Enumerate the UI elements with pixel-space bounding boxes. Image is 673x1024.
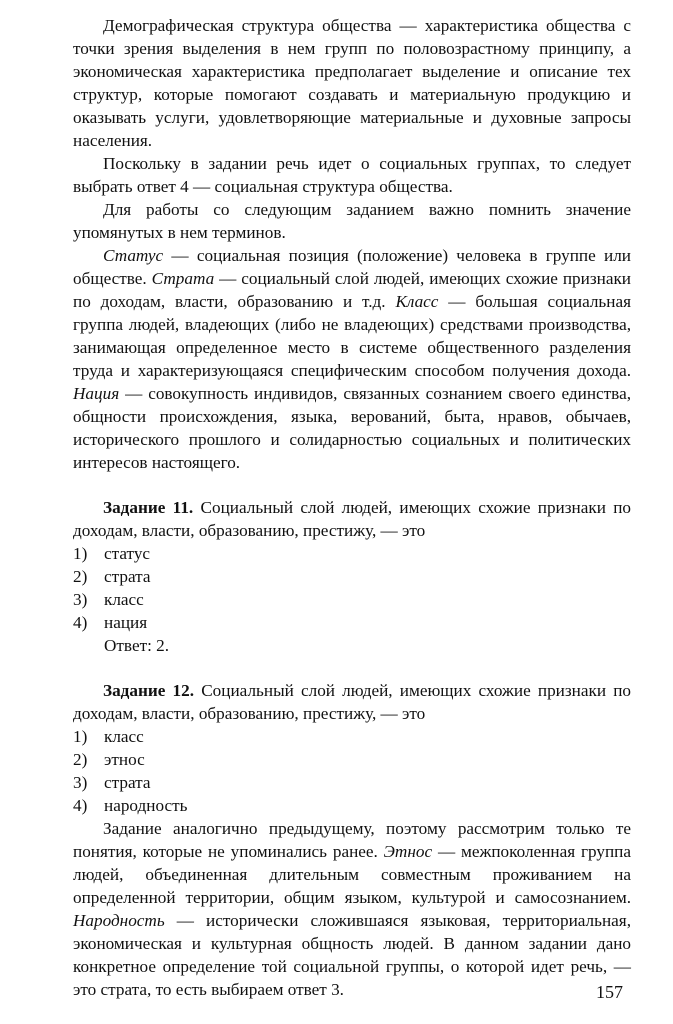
spacer	[73, 657, 631, 679]
option-text: этнос	[104, 750, 145, 769]
term-ethnos: Этнос	[383, 842, 433, 861]
option-text: страта	[104, 773, 151, 792]
term-status: Статус	[103, 246, 164, 265]
option-text: народность	[104, 796, 188, 815]
option-item	[73, 725, 631, 748]
definition-people: — исторически сложившаяся языковая, территориальная, экономическая и культурная общность людей. В данном задании дано конкретное определение той социальной группы, о которой идет речь, — это страта, то есть выбираем ответ 3.	[73, 911, 631, 999]
page-number: 157	[596, 982, 623, 1002]
option-number: 3)	[73, 590, 88, 609]
intro-paragraph-1: Демографическая структура общества — характеристика общества с точки зрения выделения в нем групп по половозрастному принципу, а экономическая характеристика предполагает выделение и описание тех структур, которые помогают создавать и материальную продукцию и оказывать услуги, удовлетворяющие материальные и духовные запросы населения.	[73, 16, 631, 150]
definition-status: — социальная позиция (положение) человека в группе или обществе.	[73, 246, 631, 288]
spacer	[73, 474, 631, 496]
explanation-lead: Задание аналогично предыдущему, поэтому рассмотрим только те понятия, которые не упоминались ранее.	[73, 819, 631, 861]
task-12-explanation	[73, 817, 631, 1001]
definition-strata: — социальный слой людей, имеющих схожие признаки по доходам, власти, образованию и т.д.	[73, 269, 631, 311]
option-item	[73, 588, 631, 611]
intro-paragraph-2: Поскольку в задании речь идет о социальных группах, то следует выбрать ответ 4 — социальная структура общества.	[73, 154, 631, 196]
option-number: 3)	[73, 773, 88, 792]
task-12-options	[73, 725, 631, 817]
term-people: Народность	[73, 911, 165, 930]
definitions-paragraph	[73, 244, 631, 474]
task-11-answer: Ответ: 2.	[104, 636, 170, 655]
task-11-question	[73, 496, 631, 542]
option-item	[73, 794, 631, 817]
option-text: класс	[104, 590, 144, 609]
intro-paragraph-3: Для работы со следующим заданием важно помнить значение упомянутых в нем терминов.	[73, 200, 631, 242]
option-item	[73, 611, 631, 634]
task-11-question-text: Социальный слой людей, имеющих схожие признаки по доходам, власти, образованию, престижу, — это	[73, 498, 631, 540]
option-text: страта	[104, 567, 151, 586]
task-11-title: Задание 11.	[103, 498, 194, 517]
option-number: 2)	[73, 567, 88, 586]
option-number: 2)	[73, 750, 88, 769]
task-12-question	[73, 679, 631, 725]
definition-nation: — совокупность индивидов, связанных сознанием своего единства, общности происхождения, языка, верований, быта, нравов, обычаев, исторического прошлого и солидарностью социальных и политических интересов настоящего.	[73, 384, 631, 472]
option-text: нация	[104, 613, 148, 632]
task-11-options	[73, 542, 631, 634]
term-strata: Страта	[151, 269, 215, 288]
term-nation: Нация	[73, 384, 120, 403]
option-number: 4)	[73, 796, 88, 815]
task-12-title: Задание 12.	[103, 681, 195, 700]
option-item	[73, 771, 631, 794]
main-text	[73, 14, 631, 1001]
definition-class: — большая социальная группа людей, владеющих (либо не владеющих) средствами производства, занимающая определенное место в системе общественного разделения труда и характеризующаяся специфическим способом получения дохода.	[73, 292, 632, 380]
option-item	[73, 748, 631, 771]
option-item	[73, 542, 631, 565]
option-number: 1)	[73, 727, 88, 746]
definition-ethnos: — межпоколенная группа людей, объединенная длительным совместным проживанием на определенной территории, общим языком, культурой и самосознанием.	[73, 842, 631, 907]
option-text: класс	[104, 727, 144, 746]
option-item	[73, 565, 631, 588]
task-12-question-text: Социальный слой людей, имеющих схожие признаки по доходам, власти, образованию, престижу, — это	[73, 681, 631, 723]
option-number: 1)	[73, 544, 88, 563]
option-text: статус	[104, 544, 151, 563]
term-class: Класс	[395, 292, 439, 311]
option-number: 4)	[73, 613, 88, 632]
